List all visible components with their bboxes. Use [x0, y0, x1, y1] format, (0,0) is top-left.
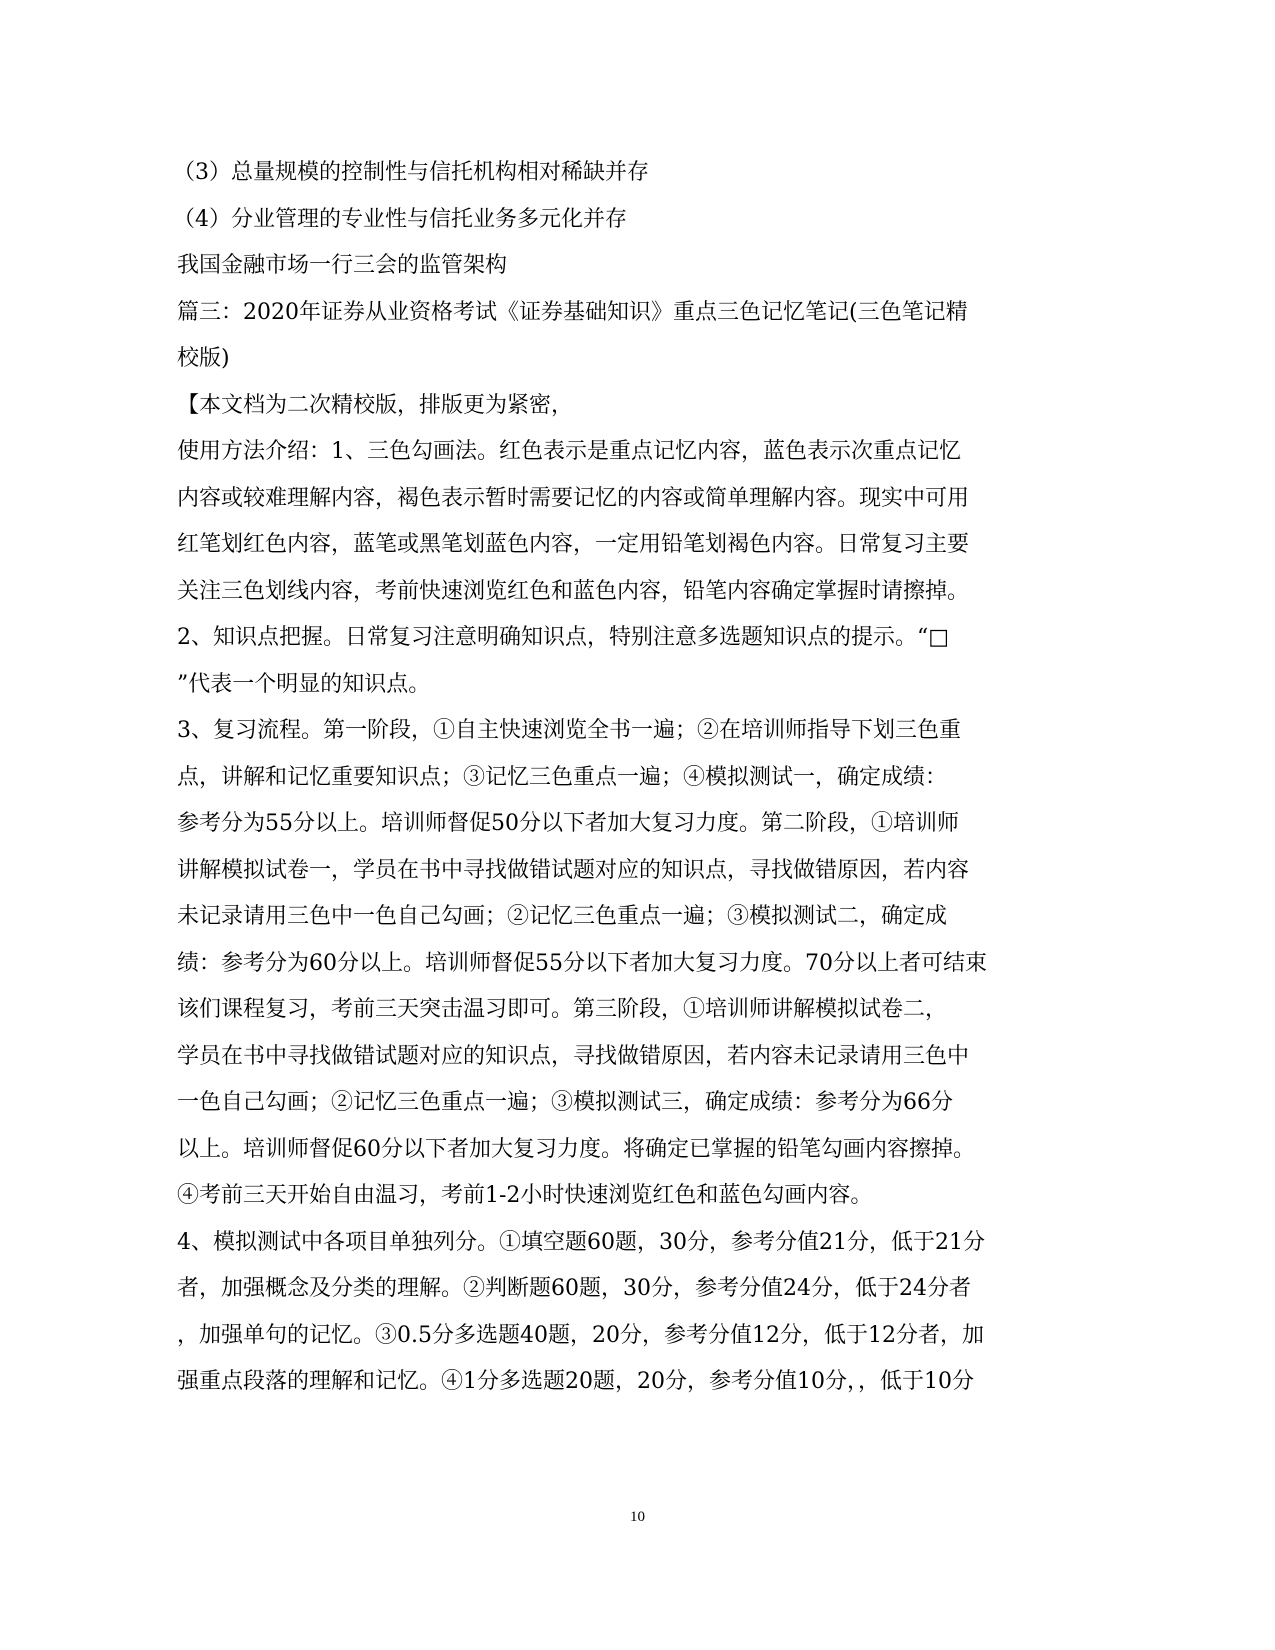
- text-line: ，加强单句的记忆。③0.5分多选题40题，20分，参考分值12分，低于12分者，加: [177, 1322, 984, 1348]
- text-line: 未记录请用三色中一色自己勾画；②记忆三色重点一遍；③模拟测试二，确定成: [177, 904, 948, 929]
- text-line: （3）总量规模的控制性与信托机构相对稀缺并存: [173, 160, 649, 185]
- section-heading-continued: 校版): [177, 346, 230, 371]
- text-line: 关注三色划线内容，考前快速浏览红色和蓝色内容，铅笔内容确定掌握时请擦掉。: [177, 578, 970, 604]
- text-line: 【本文档为二次精校版，排版更为紧密，: [177, 392, 574, 418]
- text-line: 者，加强概念及分类的理解。②判断题60题，30分，参考分值24分，低于24分者: [177, 1276, 971, 1301]
- text-line: 2、知识点把握。日常复习注意明确知识点，特别注意多选题知识点的提示。“□: [177, 625, 950, 650]
- text-line: 点，讲解和记忆重要知识点；③记忆三色重点一遍；④模拟测试一，确定成绩：: [177, 764, 948, 790]
- page-number: 10: [630, 1509, 645, 1525]
- text-line: 绩：参考分为60分以上。培训师督促55分以下者加大复习力度。70分以上者可结束: [177, 950, 987, 976]
- section-heading: 篇三：2020年证券从业资格考试《证券基础知识》重点三色记忆笔记(三色笔记精: [177, 299, 968, 325]
- text-line: ④考前三天开始自由温习，考前1-2小时快速浏览红色和蓝色勾画内容。: [177, 1183, 873, 1208]
- text-line: 该们课程复习，考前三天突击温习即可。第三阶段，①培训师讲解模拟试卷二，: [177, 997, 948, 1022]
- text-line: 以上。培训师督促60分以下者加大复习力度。将确定已掌握的铅笔勾画内容擦掉。: [177, 1136, 975, 1162]
- text-line: 我国金融市场一行三会的监管架构: [177, 253, 508, 278]
- text-line: 3、复习流程。第一阶段，①自主快速浏览全书一遍；②在培训师指导下划三色重: [177, 718, 961, 743]
- text-line: 强重点段落的理解和记忆。④1分多选题20题，20分，参考分值10分，，低于10分: [177, 1369, 974, 1394]
- text-line: （4）分业管理的专业性与信托业务多元化并存: [173, 206, 627, 232]
- text-line: 4、模拟测试中各项目单独列分。①填空题60题，30分，参考分值21分，低于21分: [177, 1229, 985, 1255]
- text-line: 一色自己勾画；②记忆三色重点一遍；③模拟测试三，确定成绩：参考分为66分: [177, 1090, 953, 1115]
- text-line: 内容或较难理解内容，褐色表示暂时需要记忆的内容或简单理解内容。现实中可用: [177, 485, 970, 511]
- text-line: 讲解模拟试卷一，学员在书中寻找做错试题对应的知识点，寻找做错原因，若内容: [177, 857, 970, 883]
- text-line: 使用方法介绍：1、三色勾画法。红色表示是重点记忆内容，蓝色表示次重点记忆: [177, 439, 961, 464]
- document-body: [173, 150, 1045, 1406]
- text-line: 红笔划红色内容，蓝笔或黑笔划蓝色内容，一定用铅笔划褐色内容。日常复习主要: [177, 532, 970, 557]
- text-line: 参考分为55分以上。培训师督促50分以下者加大复习力度。第二阶段，①培训师: [177, 811, 959, 836]
- text-line: ”代表一个明显的知识点。: [177, 671, 431, 697]
- text-line: 学员在书中寻找做错试题对应的知识点，寻找做错原因，若内容未记录请用三色中: [177, 1043, 970, 1069]
